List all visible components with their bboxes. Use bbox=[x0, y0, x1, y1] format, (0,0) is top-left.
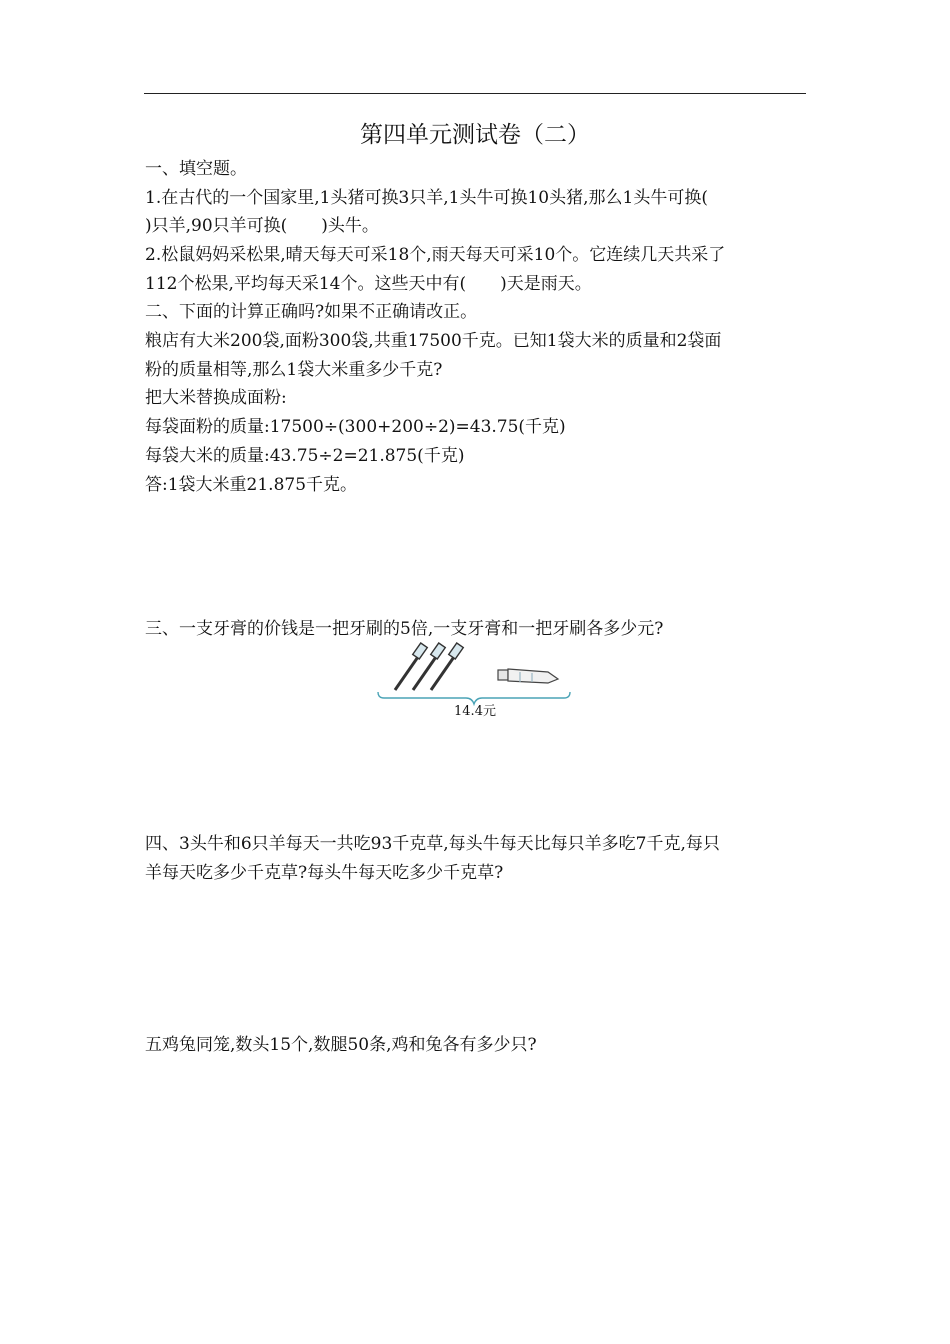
problem-line1: 粮店有大米200袋,面粉300袋,共重17500千克。已知1袋大米的质量和2袋面 bbox=[145, 331, 722, 351]
toothbrush-toothpaste-figure bbox=[370, 642, 580, 724]
q1-line1: 1.在古代的一个国家里,1头猪可换3只羊,1头牛可换10头猪,那么1头牛可换( bbox=[145, 188, 708, 208]
step3: 每袋大米的质量:43.75÷2=21.875(千克) bbox=[145, 446, 465, 466]
section3-question: 三、一支牙膏的价钱是一把牙刷的5倍,一支牙膏和一把牙刷各多少元? bbox=[145, 619, 664, 639]
figure-price-label: 14.4元 bbox=[454, 704, 496, 719]
q2-line2: 112个松果,平均每天采14个。这些天中有( )天是雨天。 bbox=[145, 274, 592, 294]
section5-question: 五鸡兔同笼,数头15个,数腿50条,鸡和兔各有多少只? bbox=[145, 1035, 537, 1055]
section4-line2: 羊每天吃多少千克草?每头牛每天吃多少千克草? bbox=[145, 863, 504, 883]
answer: 答:1袋大米重21.875千克。 bbox=[145, 475, 358, 495]
page-title: 第四单元测试卷（二） bbox=[360, 122, 590, 148]
problem-line2: 粉的质量相等,那么1袋大米重多少千克? bbox=[145, 360, 443, 380]
step1: 把大米替换成面粉: bbox=[145, 388, 287, 408]
toothpaste-icon bbox=[498, 669, 558, 683]
section2-heading: 二、下面的计算正确吗?如果不正确请改正。 bbox=[145, 302, 478, 322]
q1-line2: )只羊,90只羊可换( )头牛。 bbox=[145, 216, 379, 236]
step2: 每袋面粉的质量:17500÷(300+200÷2)=43.75(千克) bbox=[145, 417, 566, 437]
top-rule bbox=[144, 93, 806, 94]
section4-line1: 四、3头牛和6只羊每天一共吃93千克草,每头牛每天比每只羊多吃7千克,每只 bbox=[145, 834, 720, 854]
q2-line1: 2.松鼠妈妈采松果,晴天每天可采18个,雨天每天可采10个。它连续几天共采了 bbox=[145, 245, 726, 265]
section1-heading: 一、填空题。 bbox=[145, 159, 247, 179]
brace-line bbox=[378, 692, 570, 704]
toothbrush-icon bbox=[395, 643, 427, 690]
